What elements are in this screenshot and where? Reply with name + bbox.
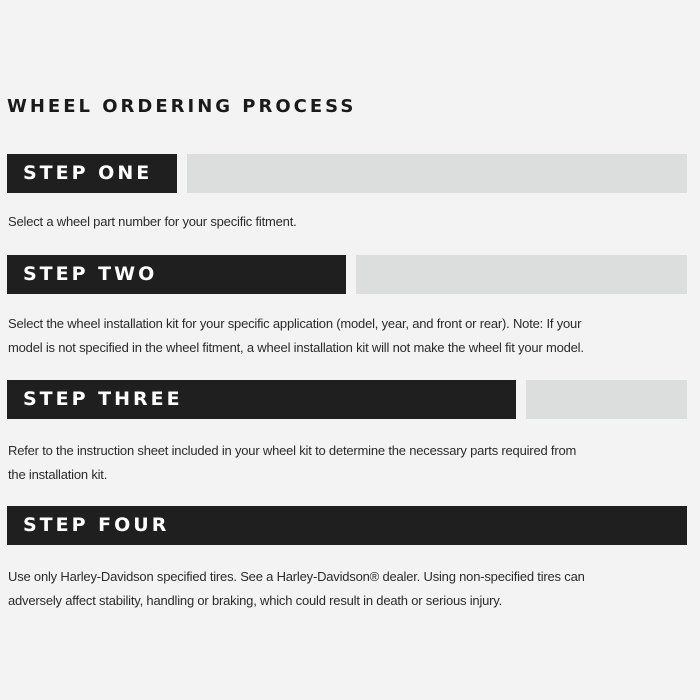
step-two-bar: STEP TWO	[7, 255, 346, 294]
step-one-description	[8, 210, 668, 234]
step-one-track	[187, 154, 687, 193]
step-four-bar: STEP FOUR	[7, 506, 687, 545]
step-two-track	[356, 255, 687, 294]
step-three-progress	[7, 380, 687, 419]
step-four-description-line: Use only Harley-Davidson specified tires. See a Harley-Davidson® dealer. Using non-specified tires can	[8, 569, 585, 584]
step-two-progress	[7, 255, 687, 294]
step-four-description-line: adversely affect stability, handling or braking, which could result in death or serious injury.	[8, 593, 503, 608]
step-two-description	[8, 312, 668, 360]
step-three-description-line: Refer to the instruction sheet included in your wheel kit to determine the necessary parts required from	[8, 443, 577, 458]
step-three-description-line: the installation kit.	[8, 467, 108, 482]
step-two-description-line: model is not specified in the wheel fitment, a wheel installation kit will not make the wheel fit your model.	[8, 340, 584, 355]
page-title: WHEEL ORDERING PROCESS	[7, 96, 357, 117]
step-three-track	[526, 380, 687, 419]
step-one-description-line: Select a wheel part number for your specific fitment.	[8, 214, 297, 229]
step-one-bar: STEP ONE	[7, 154, 177, 193]
step-four-progress	[7, 506, 687, 545]
step-three-bar: STEP THREE	[7, 380, 516, 419]
step-four-description	[8, 565, 668, 613]
step-one-progress	[7, 154, 687, 193]
step-two-description-line: Select the wheel installation kit for your specific application (model, year, and front or rear). Note: If your	[8, 316, 582, 331]
step-three-description	[8, 439, 668, 487]
